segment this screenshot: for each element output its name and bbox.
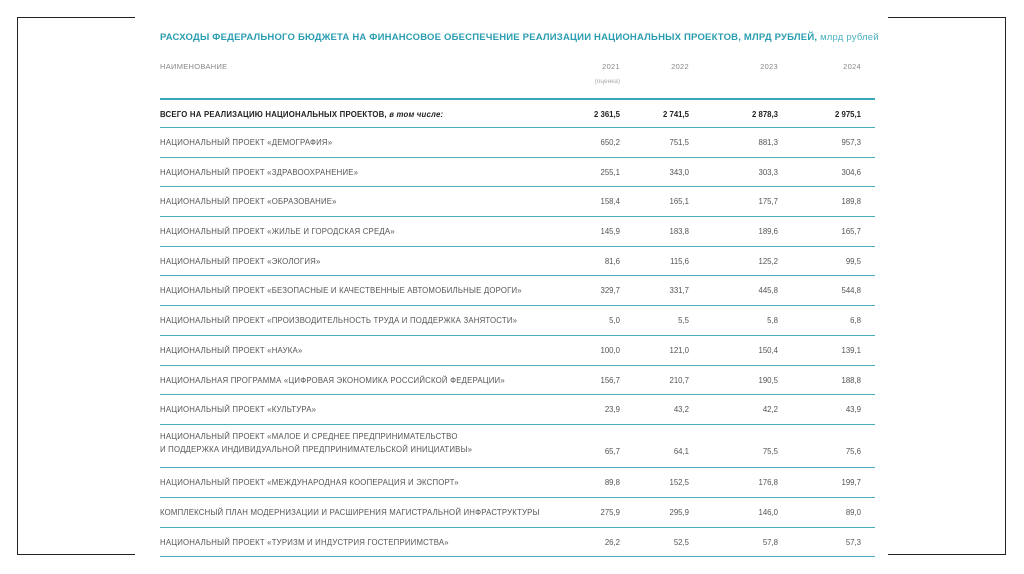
cell-2024: 75,6 xyxy=(845,446,861,456)
cell-2023: 146,0 xyxy=(758,508,778,518)
table-row xyxy=(160,498,875,528)
column-header-2022: 2022 xyxy=(671,62,689,71)
table-row xyxy=(160,217,875,247)
row-label: НАЦИОНАЛЬНЫЙ ПРОЕКТ «ЖИЛЬЕ И ГОРОДСКАЯ СРЕДА» xyxy=(160,227,395,237)
table-title-unit: млрд рублей xyxy=(820,32,879,43)
cell-2024: 188,8 xyxy=(841,375,861,385)
cell-2023: 176,8 xyxy=(758,478,778,488)
row-label: НАЦИОНАЛЬНЫЙ ПРОЕКТ «ЗДРАВООХРАНЕНИЕ» xyxy=(160,167,359,177)
table-row xyxy=(160,158,875,188)
slide-frame-right-bottom xyxy=(888,554,1006,555)
table-row xyxy=(160,187,875,217)
row-label: НАЦИОНАЛЬНЫЙ ПРОЕКТ «ТУРИЗМ И ИНДУСТРИЯ ГОСТЕПРИИМСТВА» xyxy=(160,537,449,547)
table-row-total xyxy=(160,100,875,128)
cell-2024: 189,8 xyxy=(841,197,861,207)
cell-2021: 65,7 xyxy=(604,446,620,456)
cell-2024: 199,7 xyxy=(841,478,861,488)
cell-2023: 125,2 xyxy=(758,256,778,266)
budget-table xyxy=(160,98,875,557)
cell-2023: 189,6 xyxy=(758,227,778,237)
table-row xyxy=(160,468,875,498)
row-label: НАЦИОНАЛЬНЫЙ ПРОЕКТ «БЕЗОПАСНЫЕ И КАЧЕСТВЕННЫЕ АВТОМОБИЛЬНЫЕ ДОРОГИ» xyxy=(160,286,522,296)
row-label: НАЦИОНАЛЬНЫЙ ПРОЕКТ «НАУКА» xyxy=(160,345,303,355)
row-label: НАЦИОНАЛЬНЫЙ ПРОЕКТ «ПРОИЗВОДИТЕЛЬНОСТЬ ТРУДА И ПОДДЕРЖКА ЗАНЯТОСТИ» xyxy=(160,316,518,326)
cell-2024: 304,6 xyxy=(841,167,861,177)
cell-2024: 544,8 xyxy=(841,286,861,296)
table-row xyxy=(160,276,875,306)
table-row xyxy=(160,336,875,366)
column-header-2021: 2021 xyxy=(602,62,620,71)
cell-2022: 343,0 xyxy=(669,167,689,177)
cell-2022: 52,5 xyxy=(673,537,689,547)
table-row xyxy=(160,395,875,425)
cell-2021: 2 361,5 xyxy=(593,110,620,119)
row-label: НАЦИОНАЛЬНЫЙ ПРОЕКТ «КУЛЬТУРА» xyxy=(160,405,317,415)
table-row xyxy=(160,425,875,469)
cell-2021: 275,9 xyxy=(600,508,620,518)
slide-frame-right xyxy=(1005,17,1006,555)
column-header-2024: 2024 xyxy=(843,62,861,71)
column-header-2021-note: (оценка) xyxy=(594,78,620,85)
slide-frame-left-top xyxy=(17,17,135,18)
cell-2023: 5,8 xyxy=(767,316,778,326)
cell-2024: 139,1 xyxy=(841,345,861,355)
row-label: КОМПЛЕКСНЫЙ ПЛАН МОДЕРНИЗАЦИИ И РАСШИРЕНИЯ МАГИСТРАЛЬНОЙ ИНФРАСТРУКТУРЫ xyxy=(160,508,540,518)
cell-2022: 121,0 xyxy=(669,345,689,355)
cell-2021: 89,8 xyxy=(604,478,620,488)
cell-2021: 23,9 xyxy=(604,405,620,415)
cell-2022: 115,6 xyxy=(670,256,689,266)
row-label: НАЦИОНАЛЬНЫЙ ПРОЕКТ «ЭКОЛОГИЯ» xyxy=(160,256,321,266)
cell-2022: 152,5 xyxy=(669,478,689,488)
cell-2022: 295,9 xyxy=(669,508,689,518)
cell-2023: 303,3 xyxy=(758,167,778,177)
cell-2021: 156,7 xyxy=(600,375,620,385)
cell-2021: 100,0 xyxy=(600,345,620,355)
row-label: ВСЕГО НА РЕАЛИЗАЦИЮ НАЦИОНАЛЬНЫХ ПРОЕКТОВ, в том числе: xyxy=(160,110,444,119)
cell-2021: 650,2 xyxy=(600,138,620,147)
cell-2024: 957,3 xyxy=(841,138,861,147)
cell-2024: 57,3 xyxy=(845,537,861,547)
cell-2022: 64,1 xyxy=(673,446,689,456)
cell-2023: 57,8 xyxy=(762,537,778,547)
cell-2023: 75,5 xyxy=(762,446,778,456)
row-label: НАЦИОНАЛЬНЫЙ ПРОЕКТ «МЕЖДУНАРОДНАЯ КООПЕРАЦИЯ И ЭКСПОРТ» xyxy=(160,478,459,488)
row-label: НАЦИОНАЛЬНЫЙ ПРОЕКТ «ДЕМОГРАФИЯ» xyxy=(160,138,333,147)
table-row xyxy=(160,128,875,158)
slide-frame-left xyxy=(17,17,18,555)
table-row xyxy=(160,306,875,336)
cell-2023: 2 878,3 xyxy=(751,110,778,119)
row-label: НАЦИОНАЛЬНЫЙ ПРОЕКТ «ОБРАЗОВАНИЕ» xyxy=(160,197,337,207)
cell-2021: 158,4 xyxy=(600,197,620,207)
cell-2022: 43,2 xyxy=(673,405,689,415)
cell-2023: 150,4 xyxy=(758,345,778,355)
cell-2023: 42,2 xyxy=(762,405,778,415)
cell-2021: 329,7 xyxy=(600,286,620,296)
table-row xyxy=(160,247,875,277)
cell-2024: 6,8 xyxy=(850,316,861,326)
cell-2021: 145,9 xyxy=(600,227,620,237)
column-header-2023: 2023 xyxy=(760,62,778,71)
cell-2023: 190,5 xyxy=(758,375,778,385)
cell-2024: 43,9 xyxy=(845,405,861,415)
table-row xyxy=(160,528,875,558)
cell-2022: 183,8 xyxy=(669,227,689,237)
cell-2024: 99,5 xyxy=(845,256,861,266)
cell-2021: 5,0 xyxy=(609,316,620,326)
table-title-main: РАСХОДЫ ФЕДЕРАЛЬНОГО БЮДЖЕТА НА ФИНАНСОВОЕ ОБЕСПЕЧЕНИЕ РЕАЛИЗАЦИИ НАЦИОНАЛЬНЫХ ПРОЕКТОВ, МЛРД РУБЛЕЙ, xyxy=(160,32,818,43)
cell-2021: 81,6 xyxy=(604,256,620,266)
cell-2021: 26,2 xyxy=(604,537,620,547)
cell-2022: 5,5 xyxy=(678,316,689,326)
cell-2023: 445,8 xyxy=(758,286,778,296)
cell-2021: 255,1 xyxy=(600,167,620,177)
cell-2024: 2 975,1 xyxy=(834,110,861,119)
column-header-name: НАИМЕНОВАНИЕ xyxy=(160,62,228,71)
cell-2022: 2 741,5 xyxy=(662,110,689,119)
cell-2022: 210,7 xyxy=(669,375,689,385)
cell-2022: 165,1 xyxy=(669,197,689,207)
cell-2022: 331,7 xyxy=(669,286,689,296)
slide-frame-right-top xyxy=(888,17,1006,18)
row-label: НАЦИОНАЛЬНАЯ ПРОГРАММА «ЦИФРОВАЯ ЭКОНОМИКА РОССИЙСКОЙ ФЕДЕРАЦИИ» xyxy=(160,375,505,385)
document-page xyxy=(148,0,888,574)
cell-2024: 165,7 xyxy=(841,227,861,237)
row-label: НАЦИОНАЛЬНЫЙ ПРОЕКТ «МАЛОЕ И СРЕДНЕЕ ПРЕДПРИНИМАТЕЛЬСТВО И ПОДДЕРЖКА ИНДИВИДУАЛЬНОЙ ПРЕДПРИНИМАТЕЛЬСКОЙ ИНИЦИАТИВЫ» xyxy=(160,431,473,454)
slide-frame-left-bottom xyxy=(17,554,135,555)
cell-2022: 751,5 xyxy=(669,138,689,147)
cell-2023: 175,7 xyxy=(758,197,778,207)
table-row xyxy=(160,366,875,396)
cell-2024: 89,0 xyxy=(845,508,861,518)
cell-2023: 881,3 xyxy=(758,138,778,147)
table-title xyxy=(160,32,879,43)
